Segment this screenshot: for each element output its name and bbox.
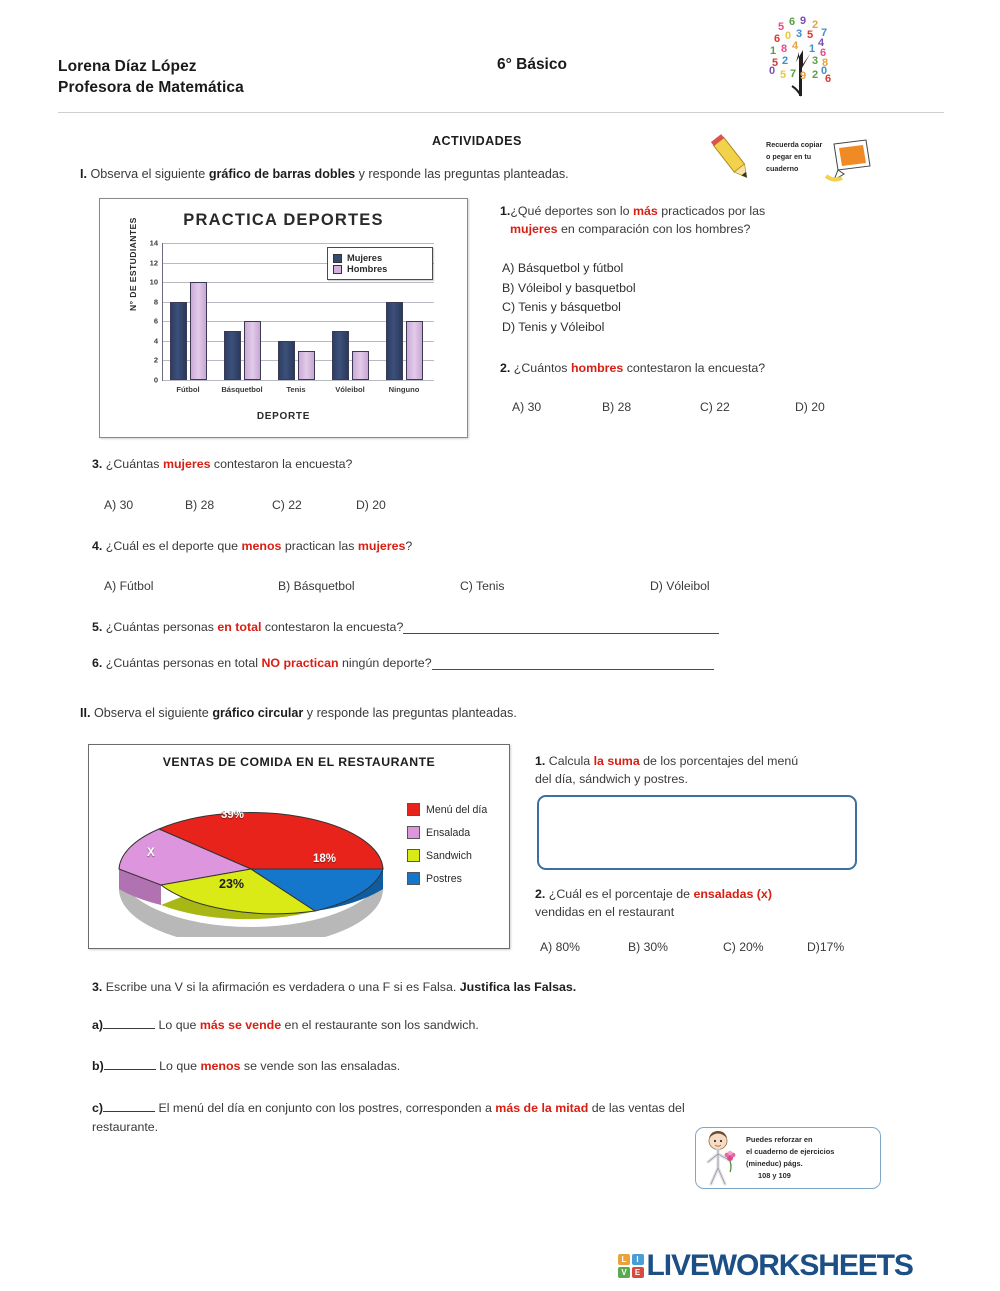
question-6-text-b: ningún deporte?: [338, 656, 432, 670]
legend-swatch-hombres: [333, 265, 342, 274]
xtick-futbol: Fútbol: [176, 385, 200, 394]
answer-textbox[interactable]: [537, 795, 857, 870]
svg-text:2: 2: [812, 19, 819, 31]
part2-marker: II.: [80, 706, 91, 720]
question-4-option-d[interactable]: D) Vóleibol: [650, 579, 710, 593]
pie-label-sandwich: 23%: [219, 877, 245, 891]
svg-text:cuaderno: cuaderno: [766, 164, 799, 173]
question-3-option-c[interactable]: C) 22: [272, 498, 302, 512]
tf-item-c-text-b: de las ventas del: [588, 1101, 685, 1115]
pie-chart-plot: [101, 777, 401, 937]
bar-group-tenis: [275, 243, 325, 394]
number-tree-logo-icon: [752, 8, 848, 104]
pie-legend-swatch-menu: [407, 803, 420, 816]
pie-question-1-text-a: Calcula: [545, 754, 594, 768]
pie-question-2-option-c[interactable]: C) 20%: [723, 940, 764, 954]
student-flower-note-icon: [696, 1128, 882, 1190]
pie-question-2-option-d[interactable]: D)17%: [807, 940, 845, 954]
tf-item-a-text-b: en el restaurante son los sandwich.: [281, 1018, 479, 1032]
pie-legend-swatch-sandwich: [407, 849, 420, 862]
bar-hombres-futbol: [190, 282, 207, 380]
svg-text:6: 6: [789, 16, 796, 28]
pie-legend-label-menu: Menú del día: [426, 803, 488, 816]
question-2-option-a[interactable]: A) 30: [512, 400, 542, 414]
svg-text:5: 5: [807, 29, 814, 41]
pie-legend-label-postres: Postres: [426, 872, 462, 885]
svg-text:el cuaderno de ejercicios: el cuaderno de ejercicios: [746, 1147, 835, 1156]
question-6: [92, 656, 714, 670]
question-2-text-a: ¿Cuántos: [510, 361, 571, 375]
question-5: [92, 620, 719, 634]
ytick-8: 8: [153, 297, 158, 307]
pie-question-2: [535, 885, 895, 921]
question-5-text-a: ¿Cuántas personas: [102, 620, 218, 634]
bar-group-futbol: [167, 243, 217, 394]
instruction-part-2: [80, 706, 517, 720]
svg-text:6: 6: [825, 73, 832, 85]
question-3-number: 3.: [92, 457, 103, 471]
pie-chart-title: VENTAS DE COMIDA EN EL RESTAURANTE: [162, 755, 436, 769]
question-4-option-b[interactable]: B) Básquetbol: [278, 579, 355, 593]
tf-item-c-highlight: más de la mitad: [495, 1101, 589, 1115]
bar-hombres-ninguno: [406, 321, 423, 380]
question-4-option-a[interactable]: A) Fútbol: [104, 579, 154, 593]
question-2-option-b[interactable]: B) 28: [602, 400, 632, 414]
tf-item-c-text-a: El menú del día en conjunto con los postres, corresponden a: [155, 1101, 496, 1115]
liveworksheets-logo[interactable]: [618, 1249, 913, 1283]
question-1-highlight-mas: más: [632, 204, 658, 218]
legend-label-hombres: Hombres: [347, 264, 388, 274]
svg-text:0: 0: [821, 65, 828, 77]
tf-item-a-text-a: Lo que: [155, 1018, 200, 1032]
ytick-14: 14: [149, 238, 158, 248]
pie-question-3: [92, 980, 576, 994]
ytick-6: 6: [153, 316, 158, 326]
svg-text:1: 1: [770, 45, 777, 57]
teacher-name: Lorena Díaz López: [58, 58, 197, 75]
part2-instruction-bold: gráfico circular: [212, 706, 304, 720]
question-4-text-a: ¿Cuál es el deporte que: [102, 539, 242, 553]
svg-text:5: 5: [778, 21, 785, 33]
lw-tile-l: L: [618, 1254, 630, 1265]
tf-item-b-blank[interactable]: [104, 1058, 156, 1070]
svg-text:9: 9: [800, 15, 807, 27]
question-4-highlight-menos: menos: [241, 539, 282, 553]
part1-marker: I.: [80, 167, 87, 181]
question-4: [92, 539, 412, 553]
question-2-option-c[interactable]: C) 22: [700, 400, 730, 414]
question-3-text-b: contestaron la encuesta?: [210, 457, 353, 471]
lw-tile-i: I: [632, 1254, 644, 1265]
question-3-highlight: mujeres: [162, 457, 211, 471]
question-2-number: 2.: [500, 361, 511, 375]
notebook-reminder-note-icon: [706, 128, 884, 188]
pie-question-3-number: 3.: [92, 980, 103, 994]
part1-instruction-pre: Observa el siguiente: [87, 167, 209, 181]
legend-label-mujeres: Mujeres: [347, 253, 383, 263]
pie-question-2-number: 2.: [535, 887, 546, 901]
svg-text:4: 4: [818, 37, 825, 49]
part2-instruction-pre: Observa el siguiente: [90, 706, 213, 720]
pie-chart: [88, 744, 510, 949]
part1-instruction-post: y responde las preguntas planteadas.: [355, 167, 569, 181]
bar-mujeres-ninguno: [386, 302, 403, 380]
question-6-highlight: NO practican: [261, 656, 339, 670]
pie-legend-label-sandwich: Sandwich: [426, 849, 472, 862]
ytick-0: 0: [153, 375, 158, 385]
svg-text:8: 8: [822, 57, 829, 69]
legend-item-mujeres: [333, 253, 427, 263]
svg-text:6: 6: [774, 33, 781, 45]
pie-chart-legend: [407, 803, 487, 895]
pie-question-3-bold: Justifica las Falsas.: [459, 980, 577, 994]
pie-label-menu: 39%: [221, 809, 245, 821]
svg-text:6: 6: [820, 47, 827, 59]
reinforcement-note: [695, 1127, 881, 1189]
question-2-option-d[interactable]: D) 20: [795, 400, 825, 414]
pie-question-1-line2: del día, sándwich y postres.: [535, 772, 688, 786]
liveworksheets-wordmark: LIVEWORKSHEETS: [646, 1249, 913, 1282]
question-3-option-a[interactable]: A) 30: [104, 498, 134, 512]
question-1-option-d[interactable]: D) Tenis y Vóleibol: [502, 319, 605, 334]
pie-question-2-option-a[interactable]: A) 80%: [540, 940, 580, 954]
bar-mujeres-tenis: [278, 341, 295, 380]
question-5-text-b: contestaron la encuesta?: [261, 620, 404, 634]
question-4-text-c: ?: [405, 539, 413, 553]
xtick-basquetbol: Básquetbol: [221, 385, 263, 394]
lw-tile-v: V: [618, 1267, 630, 1278]
pie-label-postres: 18%: [313, 853, 337, 865]
question-1-option-b[interactable]: B) Vóleibol y basquetbol: [502, 280, 636, 295]
pie-legend-item-menu: [407, 803, 487, 816]
svg-text:7: 7: [821, 27, 828, 39]
part1-instruction-bold: gráfico de barras dobles: [208, 167, 356, 181]
tf-item-a-highlight: más se vende: [199, 1018, 282, 1032]
svg-text:7: 7: [790, 68, 797, 80]
pie-question-2-option-b[interactable]: B) 30%: [628, 940, 668, 954]
question-2-highlight: hombres: [570, 361, 624, 375]
svg-text:Puedes reforzar en: Puedes reforzar en: [746, 1135, 813, 1144]
instruction-part-1: [80, 167, 569, 181]
question-1-option-a[interactable]: A) Básquetbol y fútbol: [502, 261, 624, 275]
bar-mujeres-voleibol: [332, 331, 349, 380]
svg-text:3: 3: [796, 28, 803, 40]
pie-legend-swatch-postres: [407, 872, 420, 885]
legend-item-hombres: [333, 264, 427, 274]
bar-chart-legend: [327, 247, 433, 280]
pie-legend-swatch-ensalada: [407, 826, 420, 839]
question-1-options: [502, 259, 636, 337]
ytick-2: 2: [153, 355, 158, 365]
tf-item-b-highlight: menos: [200, 1059, 241, 1073]
question-1-text-b: practicados por las: [657, 204, 766, 218]
pie-question-2-highlight: ensaladas (x): [693, 887, 772, 901]
question-4-number: 4.: [92, 539, 103, 553]
pie-question-2-text-a: ¿Cuál es el porcentaje de: [545, 887, 694, 901]
svg-text:(mineduc) págs.: (mineduc) págs.: [746, 1159, 803, 1168]
svg-text:4: 4: [792, 40, 799, 52]
question-4-text-b: practican las: [281, 539, 358, 553]
question-2-text-b: contestaron la encuesta?: [623, 361, 766, 375]
bar-chart-title: PRACTICA DEPORTES: [183, 211, 384, 229]
question-5-answer-line[interactable]: [403, 621, 719, 634]
pie-legend-label-ensalada: Ensalada: [426, 826, 471, 839]
svg-text:Recuerda copiar: Recuerda copiar: [766, 140, 823, 149]
question-1-text-a: ¿Qué deportes son lo: [510, 204, 633, 218]
question-6-number: 6.: [92, 656, 103, 670]
svg-text:0: 0: [785, 30, 792, 42]
bar-hombres-tenis: [298, 351, 315, 380]
svg-text:0: 0: [769, 65, 776, 77]
tf-item-b: [92, 1058, 400, 1073]
svg-text:o pegar en tu: o pegar en tu: [766, 152, 812, 161]
pie-question-3-text: Escribe una V si la afirmación es verdadera o una F si es Falsa.: [102, 980, 460, 994]
pie-question-1-highlight: la suma: [593, 754, 640, 768]
bar-hombres-basquetbol: [244, 321, 261, 380]
liveworksheets-tiles: [618, 1254, 644, 1278]
header-divider: [58, 112, 944, 113]
tf-item-a: [92, 1017, 479, 1032]
ytick-4: 4: [153, 336, 158, 346]
svg-text:1: 1: [809, 43, 816, 55]
question-5-highlight: en total: [217, 620, 262, 634]
question-5-number: 5.: [92, 620, 103, 634]
question-3-option-b[interactable]: B) 28: [185, 498, 215, 512]
svg-text:2: 2: [782, 55, 789, 67]
xtick-voleibol: Vóleibol: [335, 385, 365, 394]
tf-item-c-line2: restaurante.: [92, 1120, 159, 1134]
question-3: [92, 457, 352, 471]
tf-item-b-text-a: Lo que: [155, 1059, 201, 1073]
question-1-highlight-mujeres: mujeres: [510, 222, 558, 236]
ytick-10: 10: [149, 277, 158, 287]
pie-question-1-number: 1.: [535, 754, 546, 768]
bar-chart: [99, 198, 468, 438]
teacher-role: Profesora de Matemática: [58, 79, 244, 96]
tf-item-b-text-b: se vende son las ensaladas.: [240, 1059, 401, 1073]
svg-text:5: 5: [772, 57, 779, 69]
svg-text:3: 3: [812, 55, 819, 67]
grade-label: 6° Básico: [497, 56, 567, 73]
pie-question-2-line2: vendidas en el restaurant: [535, 905, 675, 919]
page-header: [0, 0, 1000, 110]
tf-item-c-letter: c): [92, 1101, 104, 1115]
lw-tile-e: E: [632, 1267, 644, 1278]
part2-instruction-post: y responde las preguntas planteadas.: [303, 706, 517, 720]
question-1-option-c[interactable]: C) Tenis y básquetbol: [502, 300, 621, 314]
legend-swatch-mujeres: [333, 254, 342, 263]
tf-item-a-letter: a): [92, 1018, 104, 1032]
teacher-info: [58, 56, 244, 98]
bar-mujeres-futbol: [170, 302, 187, 380]
pie-legend-item-postres: [407, 872, 487, 885]
svg-text:2: 2: [812, 69, 819, 81]
pie-legend-item-sandwich: [407, 849, 487, 862]
xtick-ninguno: Ninguno: [388, 385, 420, 394]
bar-hombres-voleibol: [352, 351, 369, 380]
question-1-text-c: en comparación con los hombres?: [557, 222, 751, 236]
pie-label-ensalada: X: [147, 847, 155, 859]
bar-group-basquetbol: [221, 243, 271, 394]
question-6-answer-line[interactable]: [432, 657, 714, 670]
question-3-text-a: ¿Cuántas: [102, 457, 163, 471]
question-4-highlight-mujeres: mujeres: [357, 539, 406, 553]
svg-text:8: 8: [781, 43, 788, 55]
bar-mujeres-basquetbol: [224, 331, 241, 380]
bar-chart-ylabel: N° DE ESTUDIANTES: [128, 217, 138, 311]
xtick-tenis: Tenis: [286, 385, 306, 394]
pie-question-1: [535, 752, 895, 788]
question-4-option-c[interactable]: C) Tenis: [460, 579, 505, 593]
tf-item-b-letter: b): [92, 1059, 104, 1073]
bar-chart-xlabel: DEPORTE: [256, 411, 311, 422]
question-1: [500, 202, 900, 238]
question-3-option-d[interactable]: D) 20: [356, 498, 386, 512]
question-1-number: 1.: [500, 204, 511, 218]
ytick-12: 12: [149, 258, 158, 268]
question-2: [500, 361, 765, 375]
pie-legend-item-ensalada: [407, 826, 487, 839]
svg-text:5: 5: [780, 69, 787, 81]
svg-text:9: 9: [800, 70, 807, 82]
page-title: ACTIVIDADES: [432, 134, 522, 148]
tf-item-c-blank[interactable]: [103, 1100, 155, 1112]
pie-question-1-text-b: de los porcentajes del menú: [639, 754, 799, 768]
tf-item-a-blank[interactable]: [103, 1017, 155, 1029]
svg-text:108 y 109: 108 y 109: [758, 1171, 791, 1180]
question-6-text-a: ¿Cuántas personas en total: [102, 656, 262, 670]
